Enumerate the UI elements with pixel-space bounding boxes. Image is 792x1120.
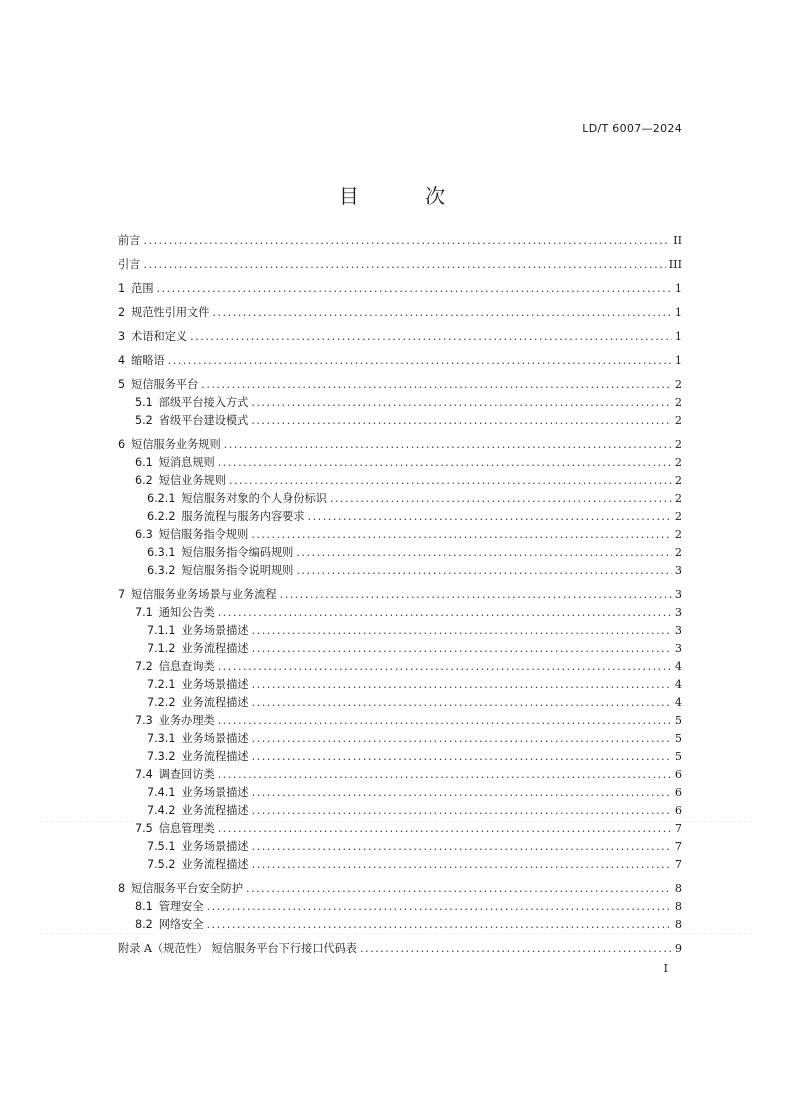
toc-entry-title: 业务场景描述 [181,624,249,637]
toc-entry[interactable] [118,412,682,430]
dot-leader [229,472,672,490]
dot-leader [252,748,672,766]
toc-entry-page: 3 [674,606,682,619]
toc-entry-number: 6.3.2 [147,564,176,577]
dot-leader [330,490,672,508]
toc-entry-number: 5.1 [135,396,153,409]
toc-entry-title: 前言 [118,234,141,247]
dot-leader [218,454,672,472]
toc-entry-page: 6 [674,768,682,781]
toc-entry[interactable] [118,838,682,856]
toc-entry-number: 7.5.2 [147,858,176,871]
toc-entry[interactable] [118,856,682,874]
toc-entry-title: 短信服务业务场景与业务流程 [131,588,277,601]
toc-entry-title: 信息查询类 [158,660,215,673]
toc-entry-title: 附录 A（规范性） 短信服务平台下行接口代码表 [118,942,357,955]
dot-leader [252,622,672,640]
toc-entry-page: 6 [674,786,682,799]
toc-entry-title: 短信服务平台 [131,378,199,391]
toc-entry-number: 7.3.1 [147,732,176,745]
toc-entry-title: 业务流程描述 [181,642,249,655]
toc-entry-page: 6 [674,804,682,817]
toc-entry[interactable] [118,802,682,820]
dot-leader [296,562,672,580]
toc-entry-page: 2 [674,528,682,541]
toc-entry-title: 短信服务指令规则 [158,528,249,541]
toc-entry-title: 规范性引用文件 [131,306,210,319]
toc-entry-title: 部级平台接入方式 [158,396,249,409]
toc-entry[interactable] [118,376,682,394]
toc-entry-page: 1 [674,354,682,367]
toc-entry-title: 业务流程描述 [181,804,249,817]
toc-entry-number: 7.2 [135,660,153,673]
toc-entry-title: 省级平台建设模式 [158,414,249,427]
toc-entry[interactable] [118,694,682,712]
toc-entry-page: 1 [674,306,682,319]
toc-entry-number: 7.1.2 [147,642,176,655]
toc-entry[interactable] [118,232,682,250]
toc-entry-number: 6.2 [135,474,153,487]
toc-entry[interactable] [118,748,682,766]
toc-entry-title: 缩略语 [131,354,165,367]
toc-entry-number: 7.2.2 [147,696,176,709]
toc-entry[interactable] [118,730,682,748]
toc-entry-title: 短消息规则 [158,456,215,469]
toc-entry-page: III [668,258,682,271]
toc-entry-title: 业务场景描述 [181,732,249,745]
toc-entry-page: 2 [674,492,682,505]
toc-entry-title: 信息管理类 [158,822,215,835]
dot-leader [252,640,672,658]
toc-entry[interactable] [118,712,682,730]
dot-leader [207,898,672,916]
dot-leader [308,508,672,526]
dot-leader [218,658,672,676]
dot-leader [246,880,672,898]
toc-entry-page: 2 [674,414,682,427]
toc-entry-number: 6.3 [135,528,153,541]
toc-entry[interactable] [118,916,682,934]
toc-entry[interactable] [118,880,682,898]
dot-leader [251,394,672,412]
toc-entry[interactable] [118,436,682,454]
toc-entry-number: 7.3 [135,714,153,727]
toc-entry[interactable] [118,472,682,490]
toc-entry-number: 8.2 [135,918,153,931]
toc-entry[interactable] [118,898,682,916]
toc-entry-page: II [673,234,682,247]
toc-entry[interactable] [118,562,682,580]
toc-entry-title: 通知公告类 [158,606,215,619]
footer-page-number: I [663,962,668,975]
dot-leader [218,820,672,838]
toc-entry-title: 术语和定义 [131,330,188,343]
dot-leader [168,352,672,370]
dot-leader [218,604,672,622]
toc-entry-number: 7 [118,588,126,601]
toc-entry-number: 5.2 [135,414,153,427]
toc-entry-number: 6 [118,438,126,451]
toc-entry[interactable] [118,352,682,370]
toc-entry[interactable] [118,544,682,562]
dot-leader [251,412,672,430]
toc-entry[interactable] [118,820,682,838]
toc-entry-title: 短信服务指令说明规则 [181,564,294,577]
toc-entry-page: 2 [674,378,682,391]
toc-entry-number: 7.4 [135,768,153,781]
dot-leader [252,730,672,748]
toc-entry[interactable] [118,454,682,472]
toc-entry-page: 7 [674,858,682,871]
toc-entry-title: 业务场景描述 [181,678,249,691]
toc-entry[interactable] [118,508,682,526]
toc-entry-number: 7.4.2 [147,804,176,817]
toc-entry-page: 3 [674,564,682,577]
toc-entry[interactable] [118,766,682,784]
toc-entry-number: 7.5 [135,822,153,835]
toc-entry-title: 业务场景描述 [181,840,249,853]
toc-entry-title: 业务流程描述 [181,750,249,763]
toc-entry-number: 8 [118,882,126,895]
toc-entry-page: 4 [674,660,682,673]
toc-entry-page: 4 [674,696,682,709]
toc-entry[interactable] [118,394,682,412]
toc-entry[interactable] [118,490,682,508]
toc-entry-number: 7.3.2 [147,750,176,763]
toc-entry[interactable] [118,304,682,322]
toc-entry-number: 4 [118,354,126,367]
toc-entry[interactable] [118,586,682,604]
toc-entry-page: 8 [674,882,682,895]
dot-leader [252,802,672,820]
toc-entry-page: 3 [674,588,682,601]
toc-entry-page: 1 [674,282,682,295]
toc-entry[interactable] [118,640,682,658]
dot-leader [218,766,672,784]
dot-leader [251,526,672,544]
toc-entry-title: 短信服务对象的个人身份标识 [181,492,327,505]
toc-entry-page: 7 [674,840,682,853]
toc-entry-title: 短信业务规则 [158,474,226,487]
toc-entry-number: 6.3.1 [147,546,176,559]
dot-leader [280,586,672,604]
toc-entry-page: 5 [674,732,682,745]
dot-leader [252,856,672,874]
dot-leader [143,256,665,274]
dot-leader [157,280,672,298]
toc-entry[interactable] [118,622,682,640]
dot-leader [252,694,672,712]
page-title: 目 次 [338,184,476,208]
toc-entry-number: 6.2.2 [147,510,176,523]
dot-leader [143,232,670,250]
dot-leader [360,940,672,958]
toc-entry-page: 7 [674,822,682,835]
dot-leader [190,328,672,346]
dot-leader [296,544,672,562]
toc-entry-page: 2 [674,510,682,523]
toc-entry-page: 4 [674,678,682,691]
dot-leader [252,838,672,856]
toc-entry-title: 业务流程描述 [181,696,249,709]
toc-entry-title: 业务办理类 [158,714,215,727]
toc-entry[interactable] [118,256,682,274]
dot-leader [224,436,672,454]
dot-leader [252,784,672,802]
toc-entry[interactable] [118,280,682,298]
toc-entry-number: 6.1 [135,456,153,469]
toc-entry-title: 短信服务指令编码规则 [181,546,294,559]
toc-entry-title: 网络安全 [158,918,204,931]
toc-entry-title: 引言 [118,258,141,271]
toc-entry-title: 短信服务平台安全防护 [131,882,244,895]
toc-entry-number: 7.1.1 [147,624,176,637]
toc-entry-number: 3 [118,330,126,343]
toc-entry-page: 2 [674,438,682,451]
toc-entry-number: 7.4.1 [147,786,176,799]
toc-entry-page: 8 [674,918,682,931]
toc-entry-page: 8 [674,900,682,913]
toc-entry-page: 1 [674,330,682,343]
toc-entry-number: 7.5.1 [147,840,176,853]
toc-entry-number: 8.1 [135,900,153,913]
dot-leader [207,916,672,934]
toc-entry[interactable] [118,784,682,802]
toc-entry-title: 服务流程与服务内容要求 [181,510,305,523]
toc-entry-title: 业务流程描述 [181,858,249,871]
toc-entry-number: 2 [118,306,126,319]
toc-entry-title: 调查回访类 [158,768,215,781]
toc-entry[interactable] [118,940,682,958]
toc-entry-number: 7.2.1 [147,678,176,691]
toc-entry-title: 管理安全 [158,900,204,913]
toc-entry-page: 3 [674,624,682,637]
dot-leader [218,712,672,730]
toc-entry-number: 6.2.1 [147,492,176,505]
toc-entry-number: 7.1 [135,606,153,619]
document-code: LD/T 6007—2024 [582,122,682,135]
dot-leader [212,304,671,322]
dot-leader [201,376,672,394]
toc-entry-number: 1 [118,282,126,295]
toc-entry[interactable] [118,526,682,544]
toc-entry-page: 9 [674,942,682,955]
toc-entry-page: 5 [674,750,682,763]
toc-entry-page: 3 [674,642,682,655]
toc-entry[interactable] [118,676,682,694]
toc-entry-page: 2 [674,456,682,469]
toc-entry-page: 2 [674,474,682,487]
toc-entry[interactable] [118,658,682,676]
toc-entry-number: 5 [118,378,126,391]
toc-entry-title: 短信服务业务规则 [131,438,221,451]
toc-entry-title: 业务场景描述 [181,786,249,799]
toc-entry-page: 2 [674,396,682,409]
toc-entry[interactable] [118,328,682,346]
toc-entry-title: 范围 [131,282,154,295]
dot-leader [252,676,672,694]
toc-entry-page: 2 [674,546,682,559]
toc-entry[interactable] [118,604,682,622]
toc-entry-page: 5 [674,714,682,727]
